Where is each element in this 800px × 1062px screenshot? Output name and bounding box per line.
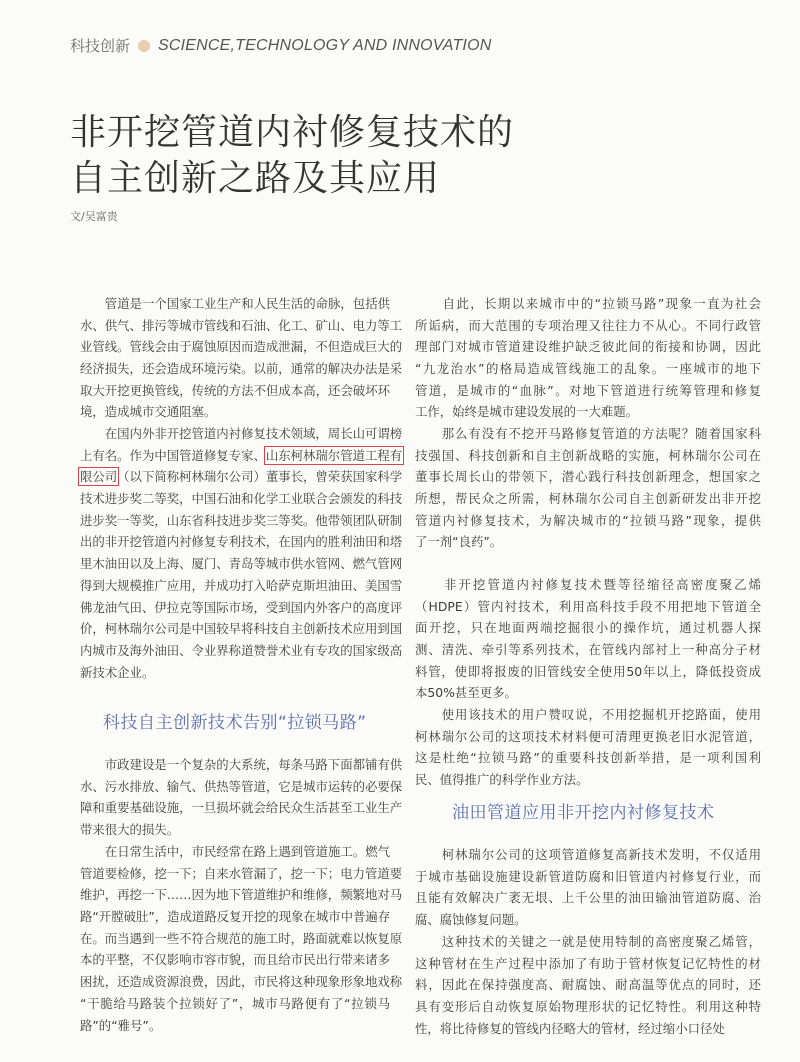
- text-line: 带来很大的损失。: [80, 822, 180, 838]
- highlighted-company-name: 山东柯林瑞尔管道工程有: [265, 447, 403, 463]
- text-line: 腐、腐蚀修复问题。: [415, 912, 527, 928]
- text-line: 技强国、科技创新和自主创新战略的实施，柯林瑞尔公司在: [415, 447, 761, 463]
- text-line: 柯林瑞尔公司的这项技术材料便可清理更换老旧水泥管道，: [415, 728, 761, 744]
- section-label-cn: 科技创新: [70, 37, 131, 55]
- text-line: 具有变形后自动恢复原始物理形状的记忆特性。利用这种特: [415, 999, 761, 1015]
- text-line: 得到大规模推广应用，并成功打入哈萨克斯坦油田、美国雪: [80, 577, 403, 593]
- text-line: 在国内外非开挖管道内衬修复技术领域，周长山可谓榜: [80, 426, 403, 441]
- text-line: 董事长周长山的带领下，潜心践行科技创新理念，想国家之: [415, 469, 761, 485]
- paragraph: [415, 931, 761, 1039]
- text-line: 性，将比待修复的管线内径略大的管材，经过缩小口径处: [415, 1020, 725, 1036]
- text-line: 于城市基础设施建设新管道防腐和旧管道内衬修复行业，而: [415, 868, 761, 884]
- text-line: 自此，长期以来城市中的“拉锁马路”现象一直为社会: [415, 296, 761, 311]
- text-line: 佛龙油气田、伊拉克等国际市场，受到国内外客户的高度评: [80, 599, 403, 615]
- text-line: （HDPE）管内衬技术，利用高科技手段不用把地下管道全: [415, 598, 761, 614]
- text-line: 这种管材在生产过程中添加了有助于管材恢复记忆特性的材: [415, 955, 761, 971]
- bullet-circle-icon: [138, 40, 150, 52]
- text-line: 水、污水排放、输气、供热等管道，它是城市运转的必要保: [80, 778, 403, 794]
- text-line: 管道，是城市的“血脉”。对地下管道进行统筹管理和修复: [415, 382, 761, 398]
- text-line: 那么有没有不挖开马路修复管道的方法呢？随着国家科: [415, 426, 761, 441]
- text-line: 在。而当遇到一些不符合规范的施工时，路面就难以恢复原: [80, 930, 403, 946]
- title-line: 自主创新之路及其应用: [70, 158, 441, 199]
- paragraph: [80, 293, 403, 423]
- text-line: “九龙治水”的格局造成管线施工的乱象。一座城市的地下: [415, 361, 761, 377]
- text-line: 所诟病，而大范围的专项治理又往往力不从心。不同行政管: [415, 317, 761, 333]
- text-line: 市政建设是一个复杂的大系统，每条马路下面都铺有供: [80, 757, 403, 772]
- text-line: 管道是一个国家工业生产和人民生活的命脉，包括供: [80, 296, 390, 311]
- text-line: 工作，始终是城市建设发展的一大难题。: [415, 404, 639, 420]
- text-line: 管道内衬修复技术，为解决城市的“拉锁马路”现象，提供: [415, 512, 761, 528]
- text-line: 民、值得推广的科学作业方法。: [415, 772, 589, 788]
- text-line: 上有名。作为中国管道修复专家、山东柯林瑞尔管道工程有: [80, 447, 403, 463]
- paragraph: [80, 754, 403, 841]
- text-line: 路“开膛破肚”，造成道路反复开挖的现象在城市中普遍存: [80, 909, 391, 925]
- text-line: 这是杜绝“拉锁马路”的重要科技创新举措，是一项利国利: [415, 750, 761, 766]
- section-kicker: [70, 35, 491, 56]
- text-line: 这种技术的关键之一就是使用特制的高密度聚乙烯管，: [415, 934, 761, 949]
- paragraph: [80, 423, 403, 683]
- text-line: 料，因此在保持强度高、耐腐蚀、耐高温等优点的同时，还: [415, 977, 761, 993]
- text-line: 了一剂“良药”。: [415, 534, 503, 550]
- text-line: 本的平整，不仅影响市容市貌，而且给市民出行带来诸多: [80, 952, 390, 968]
- paragraph: [80, 841, 403, 1036]
- text-line: 技术进步奖二等奖，中国石油和化学工业联合会颁发的科技: [80, 491, 403, 507]
- text-line: 价，柯林瑞尔公司是中国较早将科技自主创新技术应用到国: [80, 621, 403, 637]
- text-line: 进步奖一等奖，山东省科技进步奖三等奖。他带领团队研制: [80, 512, 403, 528]
- text-line: 在日常生活中，市民经常在路上遇到管道施工。燃气: [80, 844, 390, 859]
- paragraph: [415, 704, 761, 791]
- section-heading: 科技自主创新技术告别“拉锁马路”: [103, 713, 367, 733]
- text-line: 业管线。管线会由于腐蚀原因而造成泄漏，不但造成巨大的: [80, 339, 403, 355]
- author-byline: 文/吴富贵: [70, 210, 118, 223]
- text-line: “干脆给马路装个拉锁好了”，城市马路便有了“拉锁马: [80, 995, 390, 1011]
- section-heading: 油田管道应用非开挖内衬修复技术: [452, 803, 715, 823]
- text-line: 维护，再挖一下……因为地下管道维护和维修，频繁地对马: [80, 887, 403, 903]
- text-line: 取大开挖更换管线，传统的方法不但成本高，还会破坏环: [80, 382, 390, 398]
- title-line: 非开挖管道内衬修复技术的: [70, 112, 515, 153]
- text-line: 管道要检修，挖一下；自来水管漏了，挖一下；电力管道要: [80, 865, 403, 881]
- section-label-en: SCIENCE,TECHNOLOGY AND INNOVATION: [158, 36, 492, 54]
- text-line: 且能有效解决广袤无垠、上千公里的油田输油管道防腐、治: [415, 890, 761, 906]
- text-line: 非开挖管道内衬修复技术暨等径缩径高密度聚乙烯: [415, 577, 761, 592]
- paragraph: [415, 423, 761, 553]
- text-line: 测、清洗、牵引等系列技术，在管线内部衬上一种高分子材: [415, 642, 761, 658]
- text-line: 料管，使即将报废的旧管线安全使用50年以上，降低投资成: [415, 663, 761, 679]
- text-line: 所想，帮民众之所需，柯林瑞尔公司自主创新研发出非开挖: [415, 491, 761, 507]
- text-line: 柯林瑞尔公司的这项管道修复高新技术发明，不仅适用: [415, 847, 761, 862]
- article-title: [70, 110, 514, 202]
- highlighted-company-name: 限公司: [80, 469, 118, 485]
- text-line: 经济损失，还会造成环境污染。以前，通常的解决办法是采: [80, 361, 403, 377]
- text-line: 里木油田以及上海、厦门、青岛等城市供水管网、燃气管网: [80, 556, 403, 572]
- text-line: 理部门对城市管道建设维护缺乏彼此间的衔接和协调，因此: [415, 339, 761, 355]
- paragraph: [415, 293, 761, 423]
- paragraph: [415, 844, 761, 931]
- text-line: 内城市及海外油田、令业界称道赞誉术业有专攻的国家级高: [80, 642, 403, 658]
- text-line: 限公司（以下简称柯林瑞尔公司）董事长，曾荣获国家科学: [80, 469, 403, 485]
- text-line: 出的非开挖管道内衬修复专利技术，在国内的胜利油田和塔: [80, 534, 403, 550]
- text-line: 面开挖，只在地面两端挖掘很小的操作坑，通过机器人探: [415, 620, 761, 636]
- text-line: 路”的“雅号”。: [80, 1017, 162, 1033]
- text-line: 困扰，还造成资源浪费，因此，市民将这种现象形象地戏称: [80, 974, 403, 990]
- text-line: 使用该技术的用户赞叹说，不用挖掘机开挖路面，使用: [415, 707, 761, 722]
- text-line: 境，造成城市交通阻塞。: [80, 404, 217, 420]
- text-line: 水、供气、排污等城市管线和石油、化工、矿山、电力等工: [80, 317, 403, 333]
- text-line: 本50%甚至更多。: [415, 685, 517, 701]
- text-line: 新技术企业。: [80, 664, 155, 680]
- paragraph: [415, 574, 761, 704]
- text-line: 障和重要基础设施，一旦损坏就会给民众生活甚至工业生产: [80, 800, 403, 816]
